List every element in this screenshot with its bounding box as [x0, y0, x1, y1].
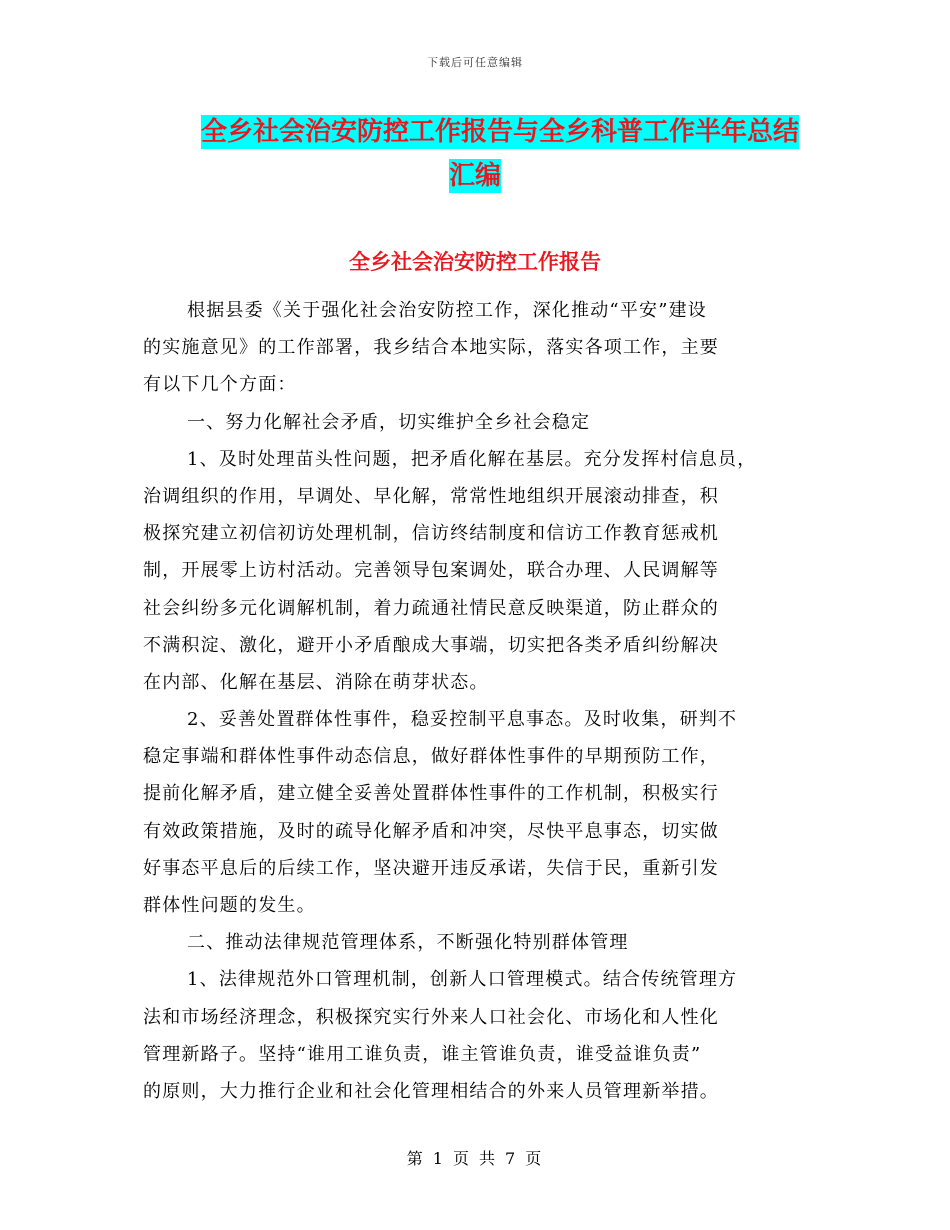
footer-total-pages: 7 [505, 1149, 518, 1168]
header-note: 下载后可任意编辑 [427, 56, 523, 69]
body-line: 有以下几个方面： [143, 374, 297, 396]
body-line: 制，开展零上访村活动。完善领导包案调处，联合办理、人民调解等 [143, 560, 719, 582]
body-line: 法和市场经济理念，积极探究实行外来人口社会化、市场化和人性化 [143, 1006, 719, 1028]
body-text [143, 292, 823, 1110]
footer-suffix: 页 [525, 1149, 544, 1168]
body-line: 好事态平息后的后续工作，坚决避开违反承诺，失信于民，重新引发 [143, 857, 719, 879]
title-highlight-1: 全乡社会治安防控工作报告与全乡科普工作半年总结 [200, 117, 799, 147]
body-line: 稳定事端和群体性事件动态信息，做好群体性事件的早期预防工作， [143, 746, 719, 768]
page-footer [0, 1146, 950, 1169]
body-line: 一、努力化解社会矛盾，切实维护全乡社会稳定 [187, 411, 591, 433]
footer-page-word: 页 [452, 1149, 471, 1168]
body-line: 的原则，大力推行企业和社会化管理相结合的外来人员管理新举措。 [143, 1080, 719, 1102]
body-line: 提前化解矛盾，建立健全妥善处置群体性事件的工作机制，积极实行 [143, 783, 719, 805]
body-line: 有效政策措施，及时的疏导化解矛盾和冲突，尽快平息事态，切实做 [143, 820, 719, 842]
body-line: 的实施意见》的工作部署，我乡结合本地实际，落实各项工作，主要 [143, 337, 719, 359]
body-line: 管理新路子。坚持“谁用工谁负责，谁主管谁负责，谁受益谁负责” [143, 1043, 702, 1065]
body-line: 治调组织的作用，早调处、早化解，常常性地组织开展滚动排查，积 [143, 485, 719, 507]
body-line: 二、推动法律规范管理体系，不断强化特别群体管理 [187, 932, 629, 954]
footer-total-word: 共 [479, 1149, 498, 1168]
body-line: 2、妥善处置群体性事件，稳妥控制平息事态。及时收集，研判不 [187, 709, 738, 731]
document-title [0, 110, 950, 198]
body-line: 根据县委《关于强化社会治安防控工作，深化推动“平安”建设 [187, 300, 708, 321]
document-title-line-1 [50, 110, 950, 154]
body-line: 1、及时处理苗头性问题，把矛盾化解在基层。充分发挥村信息员， [187, 448, 757, 470]
body-line: 社会纠纷多元化调解机制，着力疏通社情民意反映渠道，防止群众的 [143, 597, 719, 619]
footer-current-page: 1 [432, 1149, 445, 1168]
title-highlight-2: 汇编 [448, 161, 501, 191]
section-title: 全乡社会治安防控工作报告 [349, 250, 601, 274]
body-line: 群体性问题的发生。 [143, 895, 316, 916]
footer-prefix: 第 [406, 1149, 425, 1168]
document-title-line-2 [0, 154, 950, 198]
body-line: 在内部、化解在基层、消除在萌芽状态。 [143, 671, 489, 693]
body-line: 极探究建立初信初访处理机制，信访终结制度和信访工作教育惩戒机 [143, 523, 719, 545]
body-line: 不满积淀、激化，避开小矛盾酿成大事端，切实把各类矛盾纠纷解决 [143, 634, 719, 656]
body-line: 1、法律规范外口管理机制，创新人口管理模式。结合传统管理方 [187, 969, 738, 991]
